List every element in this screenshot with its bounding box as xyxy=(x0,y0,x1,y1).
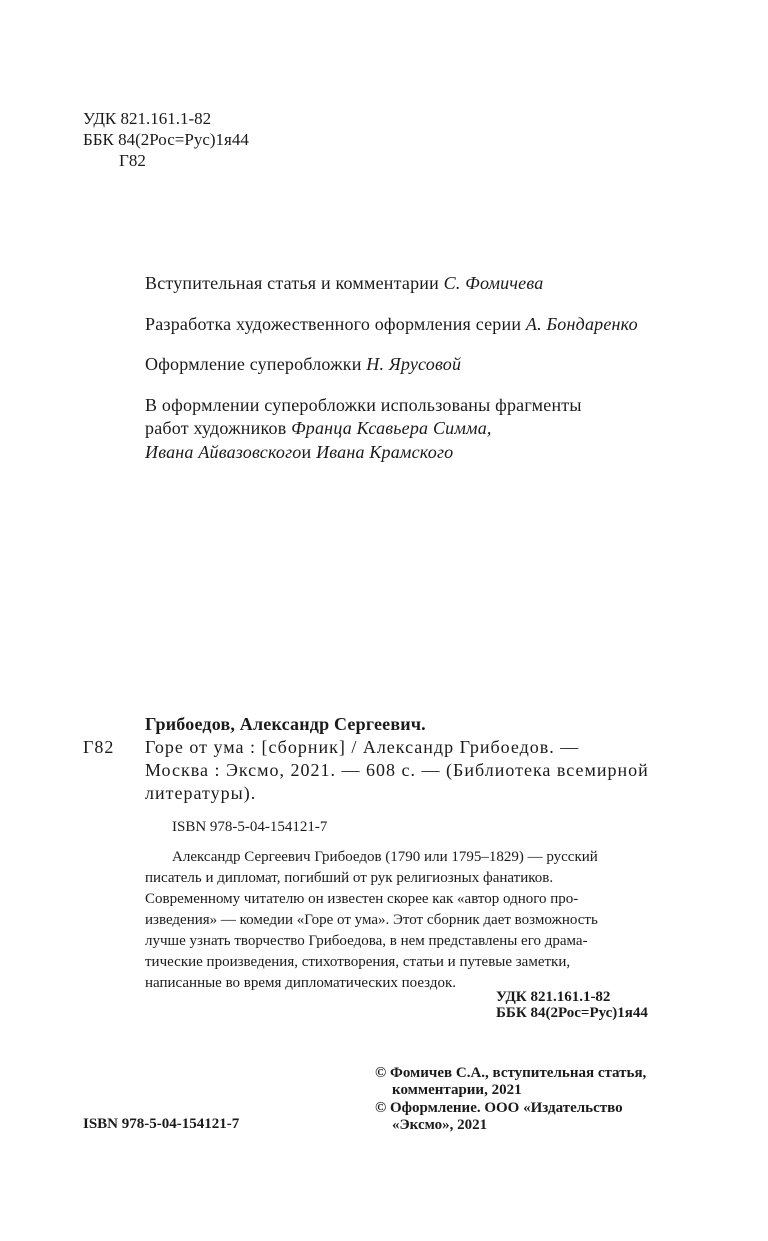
catalog-entry-line2: Москва : Эксмо, 2021. — 608 с. — (Библиотека всемирной xyxy=(145,760,649,780)
artist-simm: Франца Ксавьера Симма, xyxy=(291,418,492,438)
credit-series-design xyxy=(145,312,638,336)
annotation-line: лучше узнать творчество Грибоедова, в нем представлены его драма- xyxy=(145,933,588,949)
catalog-udk: УДК 821.161.1-82 xyxy=(496,989,611,1005)
author-mark: Г82 xyxy=(119,151,146,170)
credit-intro-name: С. Фомичева xyxy=(443,273,544,293)
annotation-line: Александр Сергеевич Грибоедов (1790 или 1795–1829) — русский xyxy=(172,849,598,865)
credit-intro xyxy=(145,271,543,295)
annotation-line: изведения» — комедии «Горе от ума». Этот сборник дает возможность xyxy=(145,912,598,928)
catalog-entry-line1: Горе от ума : [сборник] / Александр Грибоедов. — xyxy=(145,737,580,757)
catalog-mark: Г82 xyxy=(83,737,115,757)
fragments-label: работ художников xyxy=(145,418,287,438)
credit-series-name: А. Бондаренко xyxy=(525,314,638,334)
credit-intro-label: Вступительная статья и комментарии xyxy=(145,273,439,293)
catalog-bbk: ББК 84(2Рос=Рус)1я44 xyxy=(496,1005,648,1021)
udk-code: УДК 821.161.1-82 xyxy=(83,109,212,128)
credit-fragments-line1: В оформлении суперобложки использованы фрагменты xyxy=(145,395,582,415)
copyright-fomichev-line1: © Фомичев С.А., вступительная статья, xyxy=(375,1065,647,1081)
credit-jacket-label: Оформление суперобложки xyxy=(145,354,362,374)
annotation-line: Современному читателю он известен скорее как «автор одного про- xyxy=(145,891,579,907)
copyright-eksmo-line1: © Оформление. ООО «Издательство xyxy=(375,1100,623,1116)
credit-series-label: Разработка художественного оформления серии xyxy=(145,314,522,334)
copyright-eksmo-line2: «Эксмо», 2021 xyxy=(392,1117,488,1133)
footer-isbn: ISBN 978-5-04-154121-7 xyxy=(83,1116,240,1132)
bbk-code: ББК 84(2Рос=Рус)1я44 xyxy=(83,130,249,149)
catalog-author-heading: Грибоедов, Александр Сергеевич. xyxy=(145,714,426,734)
credit-jacket-design xyxy=(145,352,461,376)
credit-jacket-name: Н. Ярусовой xyxy=(366,354,462,374)
artist-aivazovsky: Ивана Айвазовского xyxy=(145,442,302,462)
artist-kramskoy: Ивана Крамского xyxy=(316,442,454,462)
annotation-line: писатель и дипломат, погибший от рук религиозных фанатиков. xyxy=(145,870,554,886)
artists-conjunction: и xyxy=(301,442,312,462)
catalog-entry-line3: литературы). xyxy=(145,783,257,803)
credit-fragments-line2 xyxy=(145,416,492,440)
copyright-fomichev-line2: комментарии, 2021 xyxy=(392,1082,522,1098)
annotation-line: тические произведения, стихотворения, статьи и путевые заметки, xyxy=(145,954,571,970)
annotation-line: написанные во время дипломатических поездок. xyxy=(145,975,456,991)
catalog-isbn: ISBN 978-5-04-154121-7 xyxy=(172,819,328,835)
credit-fragments-line3 xyxy=(145,440,453,464)
